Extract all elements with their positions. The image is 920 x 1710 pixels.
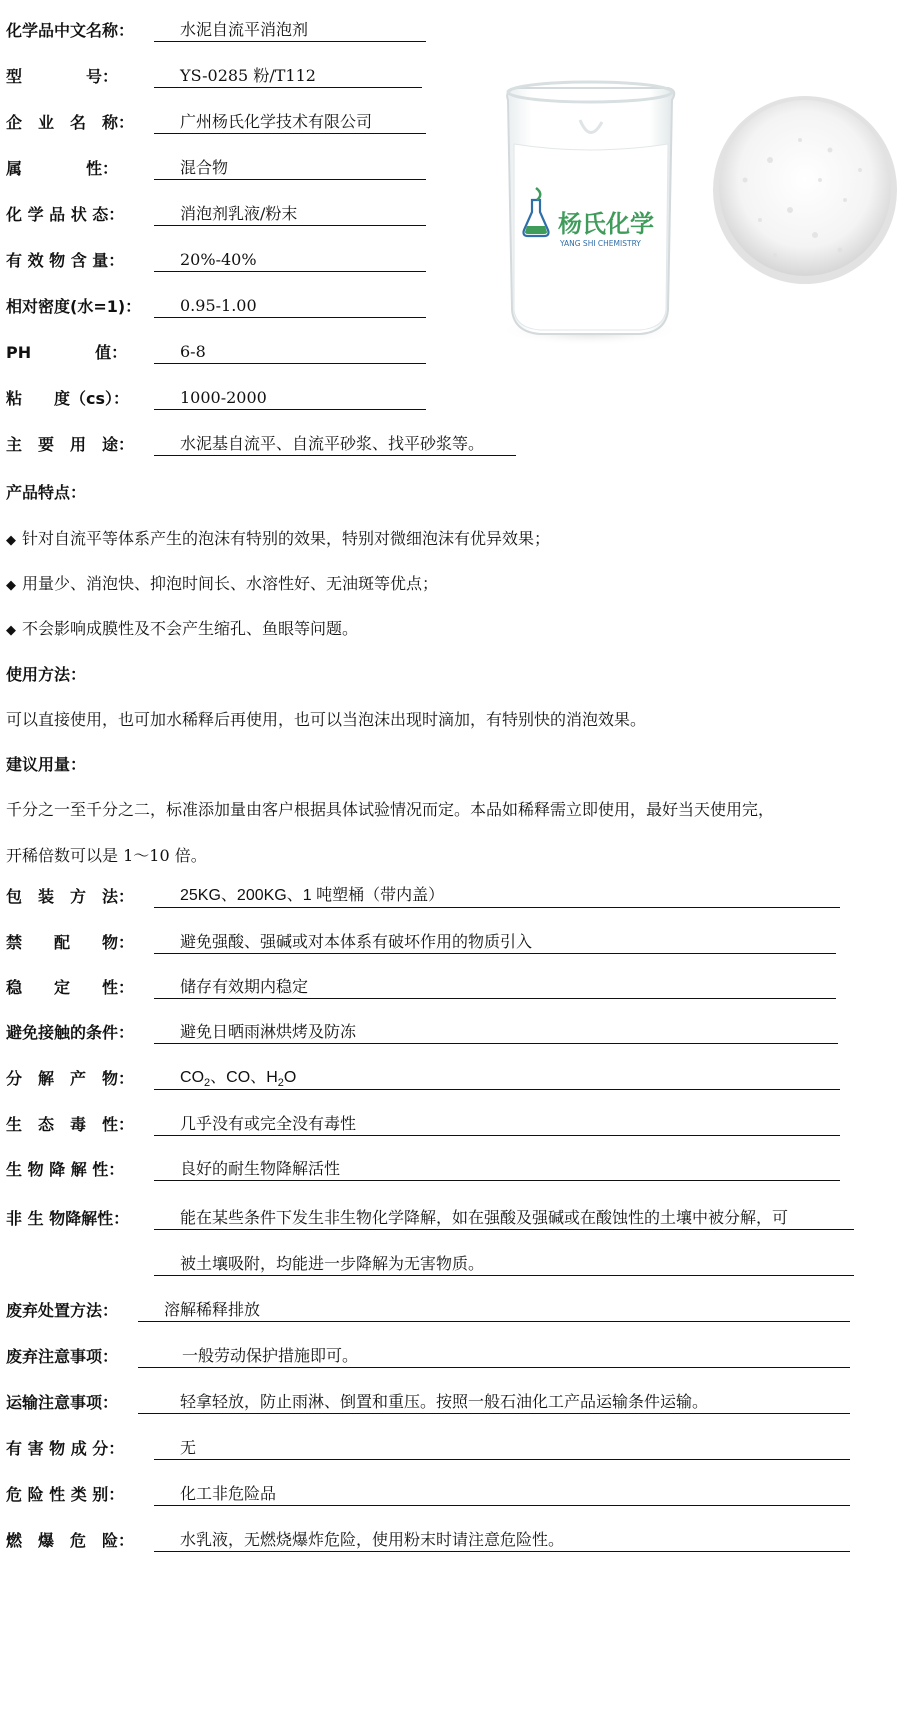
feature-text: 用量少、消泡快、抑泡时间长、水溶性好、无油斑等优点； [22, 574, 439, 593]
field-label: 废弃处置方法： [6, 1301, 119, 1320]
diamond-bullet-icon: ◆ [6, 533, 16, 548]
field-value: 一般劳动保护措施即可。 [138, 1342, 850, 1368]
dosage-text-line2: 开稀倍数可以是 1～10 倍。 [6, 846, 207, 865]
feature-text: 不会影响成膜性及不会产生缩孔、鱼眼等问题。 [22, 619, 359, 638]
field-label: 生 物 降 解 性： [6, 1160, 125, 1179]
field-label: 废弃注意事项： [6, 1347, 119, 1366]
field-label: 燃 爆 危 险： [6, 1531, 135, 1550]
field-value: 避免日晒雨淋烘烤及防冻 [154, 1018, 838, 1044]
feature-item [6, 616, 358, 639]
field-label: 相对密度(水=1)： [6, 297, 142, 316]
field-label: 禁 配 物： [6, 933, 135, 952]
field-value: 混合物 [154, 154, 426, 180]
field-label: 非 生 物降解性： [6, 1209, 130, 1228]
field-value: 广州杨氏化学技术有限公司 [154, 108, 426, 134]
diamond-bullet-icon: ◆ [6, 578, 16, 593]
field-value: 避免强酸、强碱或对本体系有破坏作用的物质引入 [154, 928, 836, 954]
field-value: 水泥自流平消泡剂 [154, 16, 426, 42]
field-label: 型 号： [6, 67, 119, 86]
brand-subtitle: YANG SHI CHEMISTRY [560, 239, 641, 248]
field-label: 化 学 品 状 态： [6, 205, 125, 224]
feature-item [6, 571, 438, 594]
field-value: 良好的耐生物降解活性 [154, 1155, 840, 1181]
field-label: 属 性： [6, 159, 119, 178]
field-value-formula: $CO_2$、CO、$H_2O$ [154, 1064, 840, 1090]
usage-heading: 使用方法： [6, 665, 87, 684]
field-value: 0.95-1.00 [154, 292, 426, 318]
field-label: 有 害 物 成 分： [6, 1439, 125, 1458]
field-value: 溶解稀释排放 [138, 1296, 850, 1322]
field-label: 化学品中文名称： [6, 21, 135, 40]
features-heading: 产品特点： [6, 483, 87, 502]
dosage-text-line1: 千分之一至千分之二，标准添加量由客户根据具体试验情况而定。本品如稀释需立即使用，最好当天使用完， [6, 800, 775, 819]
field-label: 粘 度（cs）： [6, 389, 130, 408]
field-label: 运输注意事项： [6, 1393, 119, 1412]
field-value: 水泥基自流平、自流平砂浆、找平砂浆等。 [154, 430, 516, 456]
field-value: 被土壤吸附，均能进一步降解为无害物质。 [154, 1250, 854, 1276]
field-value: 化工非危险品 [154, 1480, 850, 1506]
field-value: 20%-40% [154, 246, 426, 272]
field-label: 包 装 方 法： [6, 887, 135, 906]
field-value: 1000-2000 [154, 384, 426, 410]
field-label: 主 要 用 途： [6, 435, 135, 454]
field-label: 有 效 物 含 量： [6, 251, 125, 270]
product-illustration [490, 60, 910, 390]
field-value: 无 [154, 1434, 850, 1460]
field-label: 稳 定 性： [6, 978, 135, 997]
field-value: 储存有效期内稳定 [154, 973, 836, 999]
diamond-bullet-icon: ◆ [6, 623, 16, 638]
feature-text: 针对自流平等体系产生的泡沫有特别的效果，特别对微细泡沫有优异效果； [22, 529, 551, 548]
field-value: 水乳液，无燃烧爆炸危险，使用粉末时请注意危险性。 [154, 1526, 850, 1552]
field-value: YS-0285 粉/T112 [154, 62, 422, 88]
field-label: 企 业 名 称： [6, 113, 135, 132]
field-label: 避免接触的条件： [6, 1023, 135, 1042]
brand-name: 杨氏化学 [558, 210, 654, 238]
dosage-heading: 建议用量： [6, 755, 87, 774]
field-label: 生 态 毒 性： [6, 1115, 135, 1134]
field-label: 分 解 产 物： [6, 1069, 135, 1088]
field-label: 危 险 性 类 别： [6, 1485, 125, 1504]
field-value: 25KG、200KG、1 吨塑桶（带内盖） [154, 882, 840, 908]
field-label: PH 值： [6, 343, 128, 362]
field-value: 几乎没有或完全没有毒性 [154, 1110, 840, 1136]
field-value: 消泡剂乳液/粉末 [154, 200, 426, 226]
field-value: 6-8 [154, 338, 426, 364]
product-image [490, 60, 910, 390]
feature-item [6, 526, 550, 549]
field-value: 能在某些条件下发生非生物化学降解，如在强酸及强碱或在酸蚀性的土壤中被分解，可 [154, 1204, 854, 1230]
field-value: 轻拿轻放，防止雨淋、倒置和重压。按照一般石油化工产品运输条件运输。 [138, 1388, 850, 1414]
usage-text: 可以直接使用，也可加水稀释后再使用，也可以当泡沫出现时滴加，有特别快的消泡效果。 [6, 710, 647, 729]
